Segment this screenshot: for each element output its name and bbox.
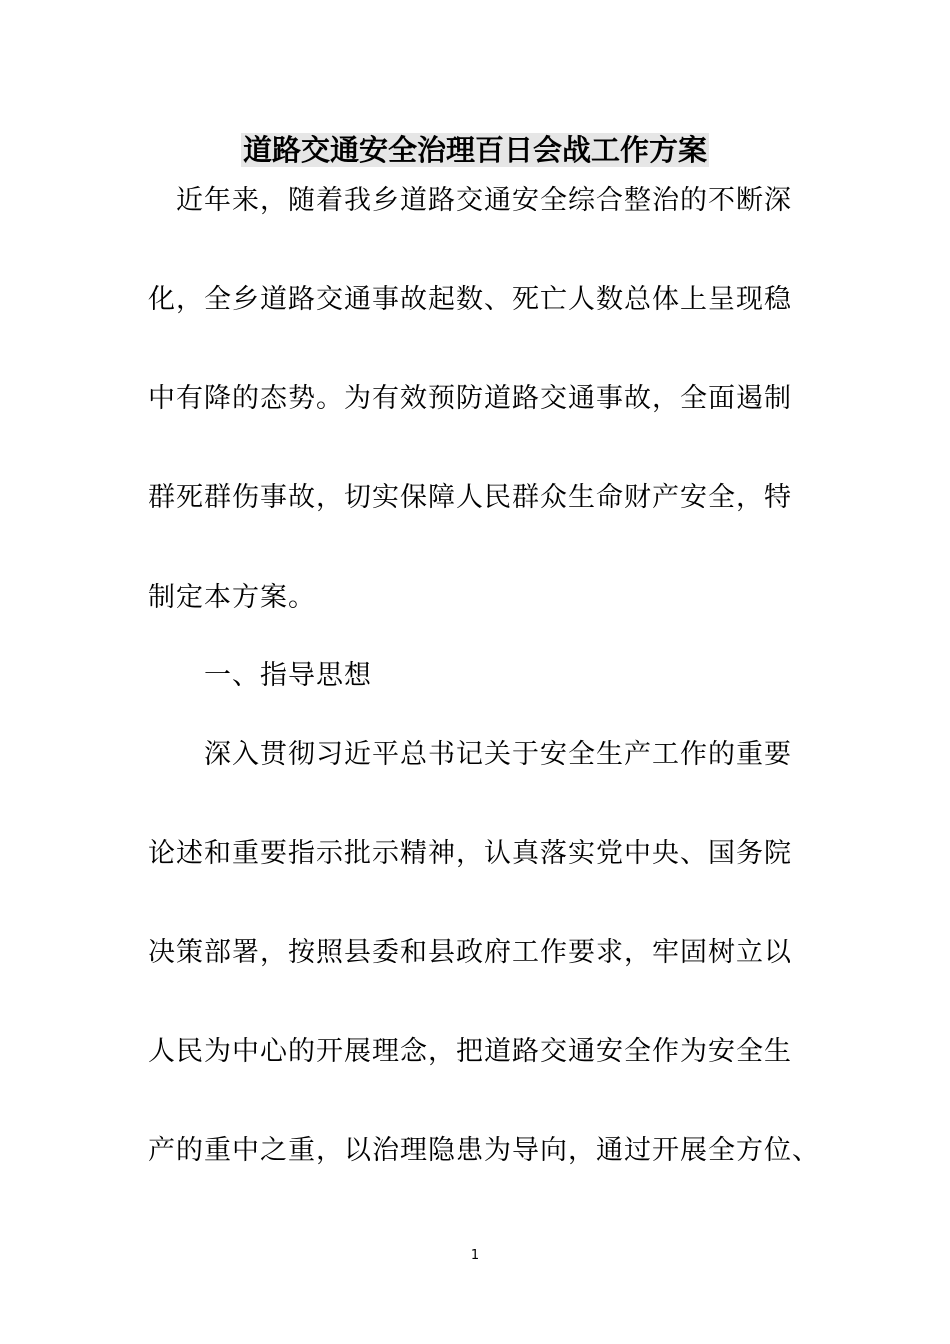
document-title bbox=[0, 130, 950, 170]
paragraph-line: 化，全乡道路交通事故起数、死亡人数总体上呈现稳 bbox=[148, 284, 792, 315]
paragraph-line: 群死群伤事故，切实保障人民群众生命财产安全，特 bbox=[148, 482, 792, 513]
paragraph-line: 近年来，随着我乡道路交通安全综合整治的不断深 bbox=[176, 185, 792, 216]
paragraph-line: 中有降的态势。为有效预防道路交通事故，全面遏制 bbox=[148, 383, 792, 414]
paragraph-line: 制定本方案。 bbox=[148, 582, 316, 613]
paragraph-line: 深入贯彻习近平总书记关于安全生产工作的重要 bbox=[204, 739, 792, 770]
paragraph-line: 决策部署，按照县委和县政府工作要求，牢固树立以 bbox=[148, 937, 792, 968]
page-number: 1 bbox=[470, 1248, 480, 1263]
section-heading: 一、指导思想 bbox=[204, 660, 372, 691]
paragraph-line: 论述和重要指示批示精神，认真落实党中央、国务院 bbox=[148, 838, 792, 869]
paragraph-line: 产的重中之重，以治理隐患为导向，通过开展全方位、 bbox=[148, 1135, 820, 1166]
paragraph-line: 人民为中心的开展理念，把道路交通安全作为安全生 bbox=[148, 1036, 792, 1067]
title-text: 道路交通安全治理百日会战工作方案 bbox=[242, 133, 707, 167]
